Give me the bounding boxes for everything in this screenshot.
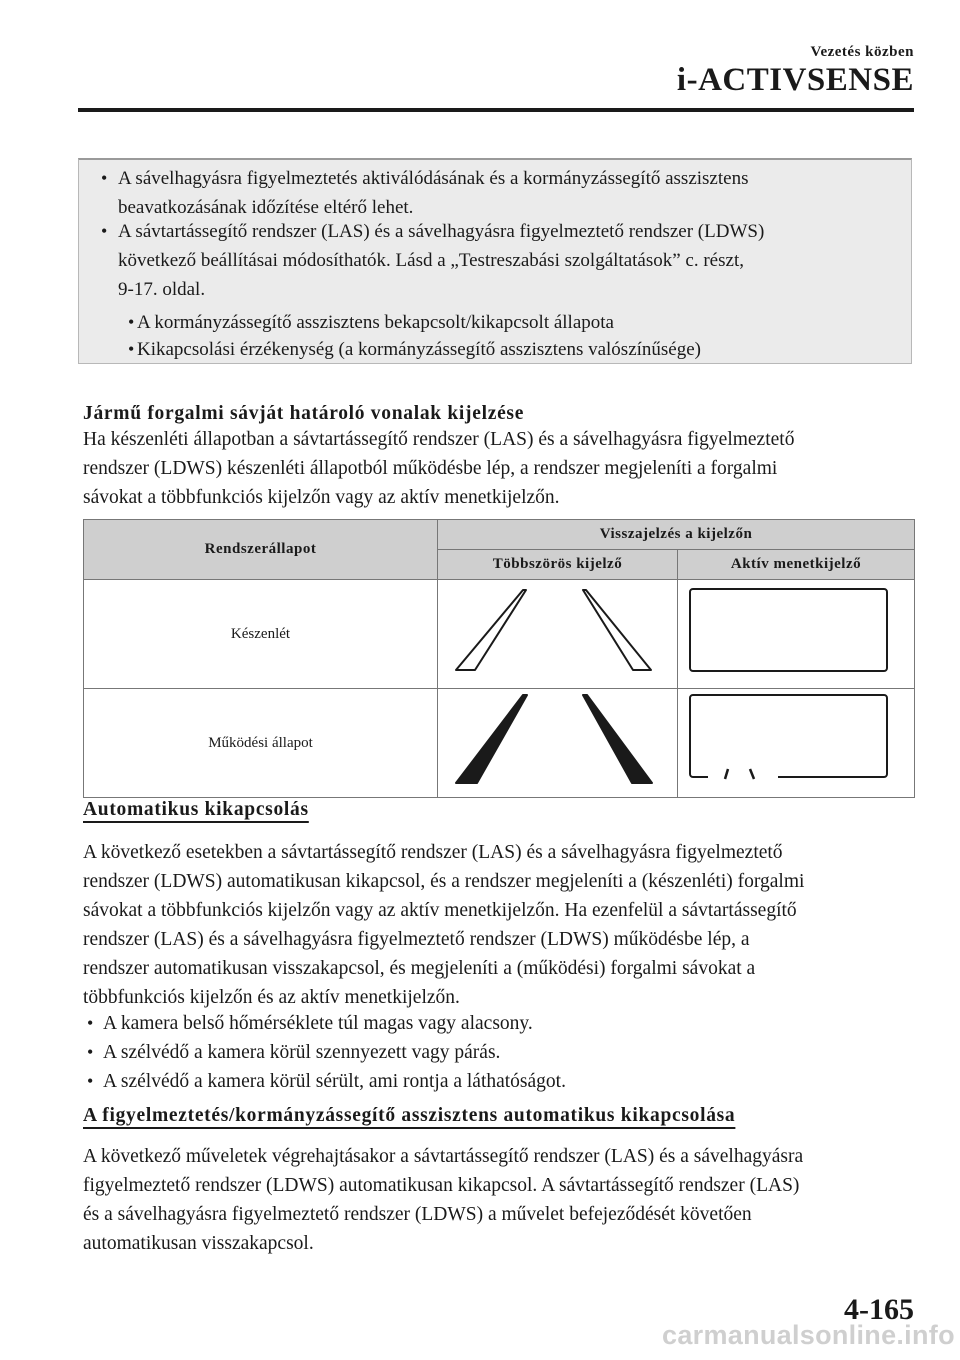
bullet-dot: • <box>87 1013 94 1033</box>
state-standby-label: Készenlét <box>84 580 438 689</box>
lane-display-table <box>83 519 915 798</box>
section2-line-6: többfunkciós kijelzőn és az aktív menetkijelzőn. <box>83 987 460 1008</box>
multi-display-active-cell <box>438 689 678 798</box>
multi-display-standby-cell <box>438 580 678 689</box>
section1-line-3: sávokat a többfunkciós kijelzőn vagy az aktív menetkijelzőn. <box>83 487 560 508</box>
note-bullet-2-line-1: A sávtartássegítő rendszer (LAS) és a sávelhagyásra figyelmeztető rendszer (LDWS) <box>118 221 765 242</box>
section1-heading: Jármű forgalmi sávját határoló vonalak kijelzése <box>83 403 525 424</box>
section2-bullet-2: A szélvédő a kamera körül szennyezett vagy párás. <box>103 1042 501 1063</box>
header-active-driving-display: Aktív menetkijelző <box>678 550 915 580</box>
section3-line-3: és a sávelhagyásra figyelmeztető rendszer (LDWS) a művelet befejeződését követően <box>83 1204 752 1225</box>
lane-lines-outline-icon <box>438 580 678 683</box>
section3-line-2: figyelmeztető rendszer (LDWS) automatikusan kikapcsol. A sávtartássegítő rendszer (LAS) <box>83 1175 800 1196</box>
header-rule <box>78 108 914 112</box>
note-sub-bullet-1: A kormányzássegítő asszisztens bekapcsolt/kikapcsolt állapota <box>137 312 614 333</box>
header-display-feedback: Visszajelzés a kijelzőn <box>438 520 915 550</box>
section2-bullet-1: A kamera belső hőmérséklete túl magas vagy alacsony. <box>103 1013 533 1034</box>
section2-line-4: rendszer (LAS) és a sávelhagyásra figyelmeztető rendszer (LDWS) működésbe lép, a <box>83 929 750 950</box>
page-number: 4-165 <box>844 1293 914 1326</box>
bullet-dot: • <box>101 168 108 188</box>
hud-frame-empty-icon <box>678 580 915 683</box>
section2-heading: Automatikus kikapcsolás <box>83 799 309 820</box>
section2-bullet-3: A szélvédő a kamera körül sérült, ami rontja a láthatóságot. <box>103 1071 566 1092</box>
note-box <box>78 158 912 364</box>
section3-line-1: A következő műveletek végrehajtásakor a sávtartássegítő rendszer (LAS) és a sávelhagyásra <box>83 1146 804 1167</box>
section1-line-2: rendszer (LDWS) készenléti állapotból működésbe lép, a rendszer megjeleníti a forgalmi <box>83 458 778 479</box>
header-multi-display: Többszörös kijelző <box>438 550 678 580</box>
section3-heading: A figyelmeztetés/kormányzássegítő asszisztens automatikus kikapcsolása <box>83 1105 736 1126</box>
section2-line-3: sávokat a többfunkciós kijelzőn vagy az aktív menetkijelzőn. Ha ezenfelül a sávtartássegítő <box>83 900 797 921</box>
sub-bullet-dot: • <box>128 339 135 359</box>
section2-line-1: A következő esetekben a sávtartássegítő rendszer (LAS) és a sávelhagyásra figyelmeztető <box>83 842 783 863</box>
note-bullet-1-line-2: beavatkozásának időzítése eltérő lehet. <box>118 197 414 218</box>
table-row <box>84 580 915 689</box>
section2-line-5: rendszer automatikusan visszakapcsol, és megjeleníti a (működési) forgalmi sávokat a <box>83 958 756 979</box>
bullet-dot: • <box>87 1042 94 1062</box>
note-bullet-1-line-1: A sávelhagyásra figyelmeztetés aktiválódásának és a kormányzássegítő asszisztens <box>118 168 749 189</box>
section2-line-2: rendszer (LDWS) automatikusan kikapcsol, és a rendszer megjeleníti a (készenléti) forgalmi <box>83 871 805 892</box>
watermark: carmanualsonline.info <box>662 1320 955 1350</box>
section-title: i-ACTIVSENSE <box>676 62 914 98</box>
lane-lines-filled-icon <box>438 689 678 792</box>
note-bullet-2-line-3: 9-17. oldal. <box>118 279 206 300</box>
active-display-standby-cell <box>678 580 915 689</box>
note-sub-bullet-2: Kikapcsolási érzékenység (a kormányzássegítő asszisztens valószínűsége) <box>137 339 701 360</box>
section1-line-1: Ha készenléti állapotban a sávtartássegítő rendszer (LAS) és a sávelhagyásra figyelmeztető <box>83 429 795 450</box>
bullet-dot: • <box>101 221 108 241</box>
section-subtitle: Vezetés közben <box>810 44 914 60</box>
active-display-active-cell <box>678 689 915 798</box>
state-active-label: Működési állapot <box>84 689 438 798</box>
header-system-state: Rendszerállapot <box>84 520 438 580</box>
bullet-dot: • <box>87 1071 94 1091</box>
sub-bullet-dot: • <box>128 312 135 332</box>
table-row <box>84 689 915 798</box>
section3-line-4: automatikusan visszakapcsol. <box>83 1233 314 1254</box>
note-bullet-2-line-2: következő beállításai módosíthatók. Lásd a „Testreszabási szolgáltatások” c. részt, <box>118 250 744 271</box>
hud-frame-lanes-icon <box>678 689 915 792</box>
